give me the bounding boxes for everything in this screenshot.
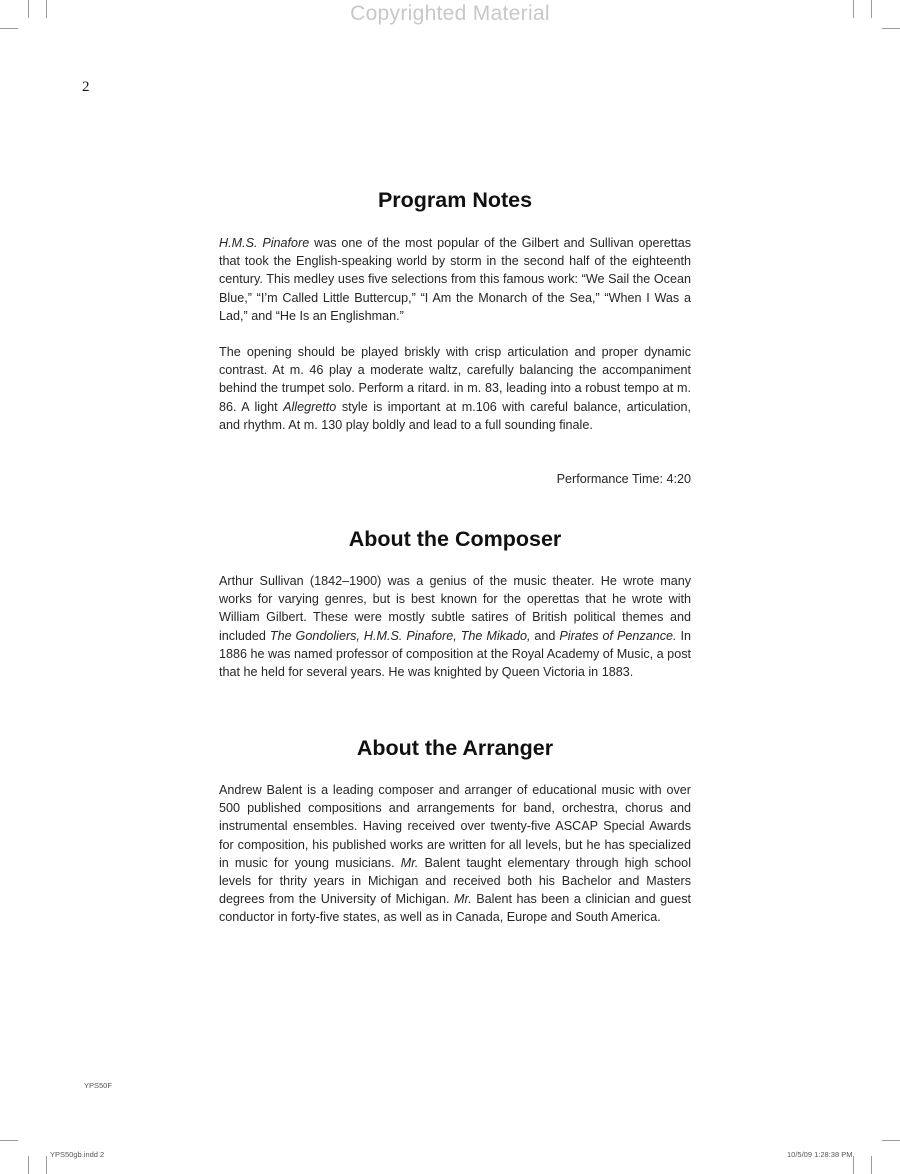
text-run: Arthur Sullivan (1842–1900) was a genius of the music theater. He wrote many works for varying genres, but is best known for the operettas that he wrote with William Gilbert. These were mostly subtle satires of British political themes and included [219,574,691,643]
crop-mark-top-left-h [0,28,18,29]
crop-mark-top-left-2 [46,0,47,18]
italic-text-run: Mr. [400,855,419,870]
crop-mark-top-left [28,0,29,18]
italic-text-run: Mr. [454,892,472,907]
copyright-watermark: Copyrighted Material [350,2,550,25]
crop-mark-top-right [871,0,872,18]
text-run: and [530,628,560,643]
crop-mark-bottom-right-2 [853,1156,854,1174]
crop-mark-bottom-left-2 [46,1156,47,1174]
italic-text-run: Pirates of Penzance. [559,628,677,643]
publication-code: YPS50F [84,1081,112,1090]
about-composer-heading: About the Composer [348,527,562,551]
text-run: Andrew Balent is a leading composer and arranger of educational music with over 500 published compositions and arrangements for band, orchestra, chorus and instrumental ensembles. Having received over twenty-five ASCAP Special Awards for composition, his published works are written for all levels, but he has specialized in music for young musicians. [219,783,691,870]
crop-mark-top-right-2 [853,0,854,18]
crop-mark-bottom-right [871,1156,872,1174]
program-notes-paragraph-2 [219,343,691,434]
italic-text-run: The Gondoliers, H.M.S. Pinafore, The Mikado, [269,628,531,643]
text-run: The opening should be played briskly with crisp articulation and proper dynamic contrast. At m. 46 play a moderate waltz, carefully balancing the accompaniment behind the trumpet solo. Perform a ritard. in m. 83, leading into a robust tempo at m. 86. A light [219,345,691,414]
crop-mark-bottom-left-h [0,1140,18,1141]
program-notes-paragraph-1 [219,234,691,325]
performance-time: Performance Time: 4:20 [556,472,691,486]
crop-mark-bottom-right-h [882,1140,900,1141]
text-run: Balent has been a clinician and guest conductor in forty-five states, as well as in Canada, Europe and South America. [219,892,691,925]
about-composer-paragraph [219,572,691,681]
text-run: style is important at m.106 with careful balance, articulation, and rhythm. At m. 130 play boldly and lead to a full sounding finale. [219,399,691,432]
about-arranger-paragraph [219,781,691,927]
timestamp-slug: 10/5/09 1:28:38 PM [787,1150,853,1159]
italic-text-run: H.M.S. Pinafore [219,236,310,250]
italic-text-run: Allegretto [283,399,337,414]
file-slug: YPS50gb.indd 2 [50,1150,105,1159]
program-notes-heading: Program Notes [377,188,533,212]
about-arranger-heading: About the Arranger [356,736,554,760]
page-number: 2 [82,79,90,95]
text-run: Balent taught elementary through high school levels for thrity years in Michigan and received both his Bachelor and Masters degrees from the University of Michigan. [219,855,691,907]
text-run: was one of the most popular of the Gilbert and Sullivan operettas that took the English-speaking world by storm in the second half of the eighteenth century. This medley uses five selections from this famous work: “We Sail the Ocean Blue,” “I’m Called Little Buttercup,” “I Am the Monarch of the Sea,” “When I Was a Lad,” and “He Is an Englishman.” [219,236,691,323]
crop-mark-top-right-h [882,28,900,29]
text-run: In 1886 he was named professor of composition at the Royal Academy of Music, a post that he held for several years. He was knighted by Queen Victoria in 1883. [219,628,691,680]
crop-mark-bottom-left [28,1156,29,1174]
